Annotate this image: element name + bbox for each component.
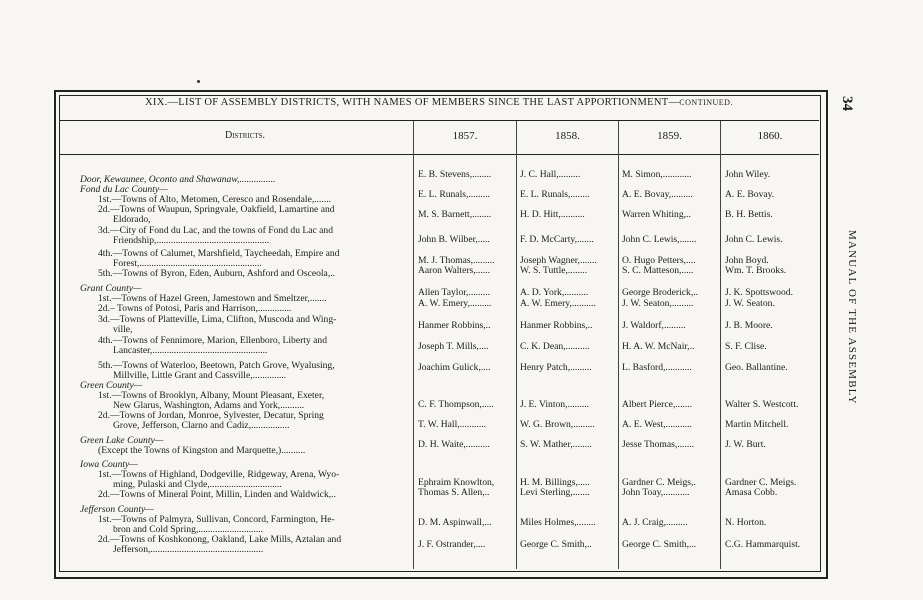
district-line: ville, [113,325,133,335]
member-cell-1857: M. S. Barnett,........ [418,210,492,220]
member-cell-1858: S. W. Mather,........ [520,440,592,450]
member-cell-1857: A. W. Emery,......... [418,299,492,309]
district-line: 2d.—Towns of Waupun, Springvale, Oakfield, Lamartine and [98,205,335,215]
district-line: Friendship,............................................... [113,236,270,246]
district-line: 5th.—Towns of Byron, Eden, Auburn, Ashford and Osceola,.. [98,269,336,279]
member-cell-1859: George Broderick,.. [622,288,699,298]
member-cell-1858: A. W. Emery,.......... [520,299,596,309]
member-cell-1860: Martin Mitchell. [725,420,789,430]
district-line: Jefferson,............................................... [113,545,264,555]
member-cell-1857: Joachim Gulick,.... [418,363,491,373]
district-line: Eldorado, [113,215,151,225]
county-heading: Iowa County— [80,460,138,470]
member-cell-1859: A. E. West,........... [622,420,692,430]
member-cell-1860: N. Horton. [725,518,767,528]
member-cell-1859: Albert Pierce,....... [622,400,693,410]
member-cell-1860: C.G. Hammarquist. [725,540,801,550]
header-1857: 1857. [452,130,478,142]
member-cell-1858: C. K. Dean,.......... [520,342,590,352]
district-line: 3d.—City of Fond du Lac, and the towns of Fond du Lac and [98,226,334,236]
district-line: 1st.—Towns of Highland, Dodgeville, Ridgeway, Arena, Wyo- [98,470,340,480]
member-cell-1857: J. F. Ostrander,.... [418,540,486,550]
member-cell-1858: A. D. York,.......... [520,288,589,298]
member-cell-1857: D. H. Waite,.......... [418,440,490,450]
district-line: 1st.—Towns of Brooklyn, Albany, Mount Pleasant, Exeter, [98,391,325,401]
member-cell-1857: Thomas S. Allen,.. [418,488,490,498]
member-cell-1858: Hanmer Robbins,.. [520,321,593,331]
column-divider [413,121,414,569]
member-cell-1860: Gardner C. Meigs. [725,478,797,488]
member-cell-1860: John Boyd. [725,256,769,266]
district-line: Lancaster,................................................ [113,346,268,356]
member-cell-1859: L. Basford,........... [622,363,692,373]
district-line: Forest,................................................... [113,259,262,269]
county-heading: Jefferson County— [80,505,154,515]
member-cell-1860: J. K. Spottswood. [725,288,793,298]
header-1859: 1859. [657,130,682,142]
member-cell-1857: E. B. Stevens,........ [418,170,492,180]
county-heading: Door, Kewaunee, Oconto and Shawanaw,............... [80,175,276,185]
member-cell-1859: Warren Whiting,.. [622,210,691,220]
member-cell-1860: Walter S. Westcott. [725,400,799,410]
district-line: Grove, Jefferson, Clarno and Cadiz,................ [113,421,290,431]
member-cell-1859: H. A. W. McNair,.. [622,342,695,352]
member-cell-1860: A. E. Bovay. [725,190,775,200]
column-divider [720,121,721,569]
member-cell-1859: Gardner C. Meigs,. [622,478,696,488]
table-title [60,97,818,108]
member-cell-1858: H. D. Hitt,.......... [520,210,585,220]
ink-speck [197,80,200,83]
member-cell-1857: Allen Taylor,......... [418,288,491,298]
member-cell-1860: S. F. Clise. [725,342,767,352]
member-cell-1857: M. J. Thomas,......... [418,256,495,266]
member-cell-1858: George C. Smith,.. [520,540,592,550]
county-heading: Fond du Lac County— [80,185,168,195]
member-cell-1860: J. B. Moore. [725,321,773,331]
table-title-continued: CONTINUED. [679,98,733,107]
district-line: 2d.—Towns of Jordan, Monroe, Sylvester, Decatur, Spring [98,411,324,421]
running-title: MANUAL OF THE ASSEMBLY [846,230,858,405]
member-cell-1857: D. M. Aspinwall,... [418,518,492,528]
column-divider [618,121,619,569]
member-cell-1857: C. F. Thompson,..... [418,400,494,410]
member-cell-1860: John C. Lewis. [725,235,783,245]
table-title-text: XIX.—LIST OF ASSEMBLY DISTRICTS, WITH NAMES OF MEMBERS SINCE THE LAST APPORTIONMENT— [145,97,680,108]
member-cell-1859: John C. Lewis,....... [622,235,697,245]
member-cell-1858: Henry Patch,......... [520,363,592,373]
member-cell-1857: John B. Wilber,..... [418,235,490,245]
member-cell-1857: Aaron Walters,...... [418,266,491,276]
member-cell-1860: Geo. Ballantine. [725,363,788,373]
member-cell-1858: E. L. Runals,........ [520,190,590,200]
member-cell-1858: Miles Holmes,........ [520,518,596,528]
district-line: 1st.—Towns of Palmyra, Sullivan, Concord, Farmington, He- [98,515,335,525]
district-line: ming, Pulaski and Clyde,.............................. [113,480,282,490]
member-cell-1859: M. Simon,............ [622,170,692,180]
member-cell-1858: F. D. McCarty,....... [520,235,594,245]
district-line: 2d.– Towns of Potosi, Paris and Harrison,.............. [98,304,292,314]
member-cell-1858: Levi Sterling,....... [520,488,590,498]
member-cell-1857: E. L. Runals,......... [418,190,490,200]
title-rule [59,120,819,121]
district-line: 1st.—Towns of Alto, Metomen, Ceresco and Rosendale,....... [98,195,332,205]
header-1860: 1860. [757,130,783,142]
member-cell-1860: J. W. Seaton. [725,299,775,309]
member-cell-1860: B. H. Bettis. [725,210,773,220]
district-line: 3d.—Towns of Platteville, Lima, Clifton, Muscoda and Wing- [98,315,337,325]
member-cell-1859: A. J. Craig,......... [622,518,688,528]
member-cell-1858: J. C. Hall,......... [520,170,581,180]
member-cell-1858: W. G. Brown,......... [520,420,595,430]
member-cell-1859: J. Waldorf,......... [622,321,686,331]
district-line: 4th.—Towns of Calumet, Marshfield, Taycheedah, Empire and [98,249,340,259]
district-line: (Except the Towns of Kingston and Marquette,).......... [98,446,306,456]
member-cell-1859: George C. Smith,... [622,540,697,550]
member-cell-1860: Wm. T. Brooks. [725,266,787,276]
page-number: 34 [839,96,855,111]
member-cell-1858: H. M. Billings,..... [520,478,590,488]
header-rule [59,154,819,155]
header-1858: 1858. [555,130,580,142]
district-line: 1st.—Towns of Hazel Green, Jamestown and Smeltzer,....... [98,294,327,304]
district-line: 5th.—Towns of Waterloo, Beetown, Patch Grove, Wyalusing, [98,361,335,371]
member-cell-1860: John Wiley. [725,170,771,180]
district-line: 4th.—Towns of Fennimore, Marion, Ellenboro, Liberty and [98,336,328,346]
member-cell-1860: J. W. Burt. [725,440,766,450]
member-cell-1858: Joseph Wagner,....... [520,256,597,266]
member-cell-1857: Joseph T. Mills,.... [418,342,489,352]
member-cell-1859: Jesse Thomas,....... [622,440,695,450]
member-cell-1858: J. E. Vinton,......... [520,400,590,410]
member-cell-1859: J. W. Seaton,......... [622,299,694,309]
member-cell-1857: Ephraim Knowlton, [418,478,495,488]
member-cell-1857: T. W. Hall,........... [418,420,487,430]
district-line: 2d.—Towns of Mineral Point, Millin, Linden and Waldwick,.. [98,490,336,500]
county-heading: Green Lake County— [80,436,164,446]
county-heading: Grant County— [80,284,142,294]
member-cell-1860: Amasa Cobb. [725,488,778,498]
member-cell-1859: S. C. Matteson,..... [622,266,694,276]
member-cell-1858: W. S. Tuttle,........ [520,266,588,276]
header-districts: Districts. [224,130,266,141]
district-line: bron and Cold Spring,........................... [113,525,264,535]
district-line: 2d.—Towns of Koshkonong, Oakland, Lake Mills, Aztalan and [98,535,342,545]
column-divider [516,121,517,569]
district-line: Millville, Little Grant and Cassville,.............. [113,371,287,381]
county-heading: Green County— [80,381,143,391]
member-cell-1859: O. Hugo Petters,.... [622,256,696,266]
member-cell-1859: John Toay,........... [622,488,690,498]
member-cell-1857: Hanmer Robbins,.. [418,321,491,331]
district-line: New Glarus, Washington, Adams and York,.......... [113,401,305,411]
member-cell-1859: A. E. Bovay,......... [622,190,693,200]
